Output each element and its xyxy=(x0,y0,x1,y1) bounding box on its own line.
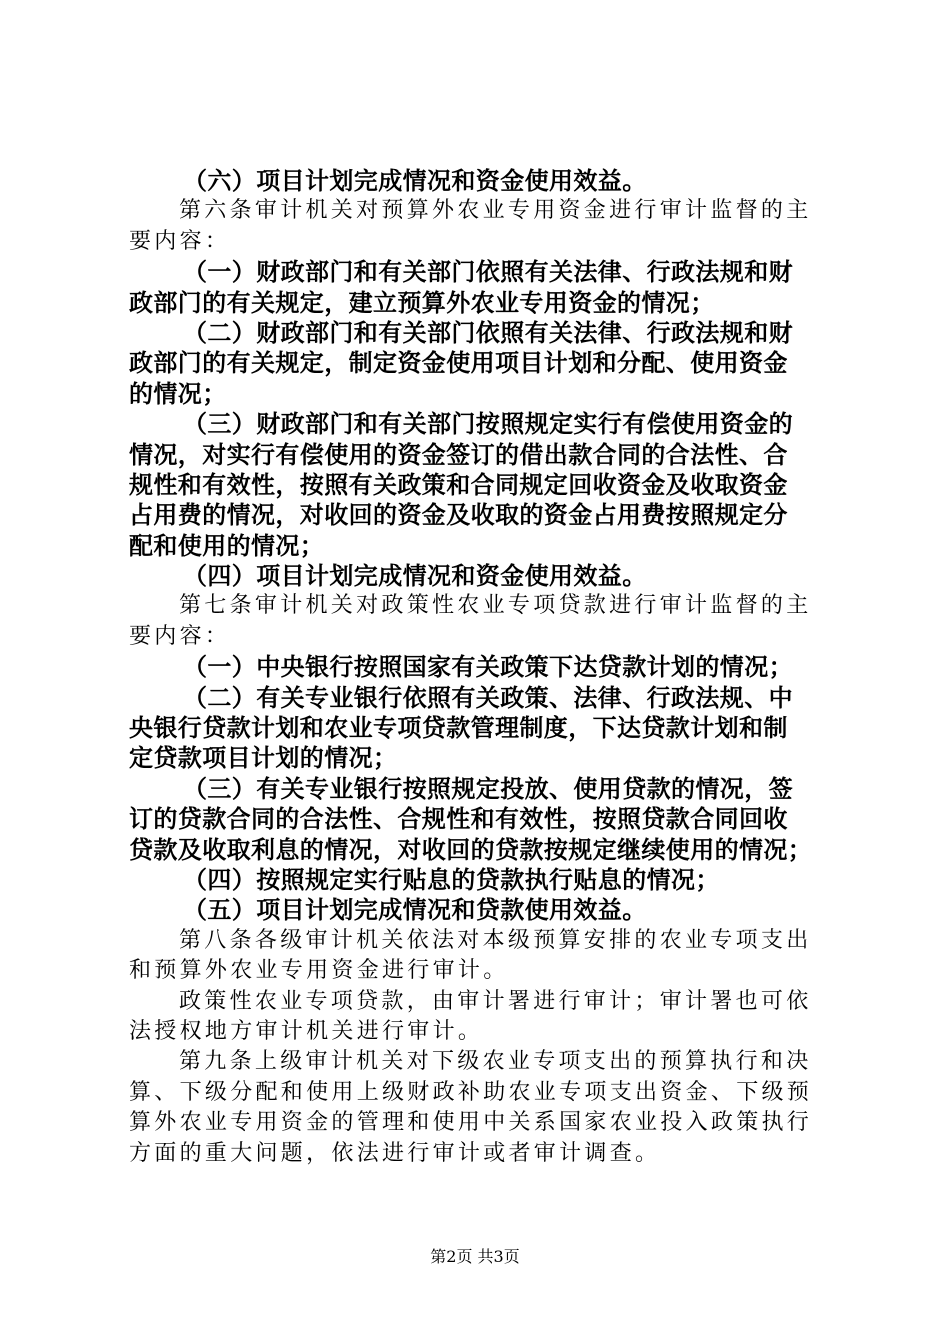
text-line: 和预算外农业专用资金进行审计。 xyxy=(129,958,509,984)
text-line: 要内容： xyxy=(129,623,231,649)
text-line: （二）财政部门和有关部门依照有关法律、行政法规和财 xyxy=(183,318,793,347)
text-line: 贷款及收取利息的情况，对收回的贷款按规定继续使用的情况； xyxy=(129,835,813,864)
document-body xyxy=(129,166,829,1169)
text-line: （二）有关专业银行依照有关政策、法律、行政法规、中 xyxy=(183,683,793,712)
text-line: 算、下级分配和使用上级财政补助农业专项支出资金、下级预 xyxy=(129,1079,813,1105)
text-line: 方面的重大问题，依法进行审计或者审计调查。 xyxy=(129,1140,661,1166)
text-line: 配和使用的情况； xyxy=(129,531,325,560)
text-line: 政部门的有关规定，建立预算外农业专用资金的情况； xyxy=(129,288,715,317)
text-line: 第九条上级审计机关对下级农业专项支出的预算执行和决 xyxy=(179,1049,812,1075)
text-line: 第七条审计机关对政策性农业专项贷款进行审计监督的主 xyxy=(179,593,812,619)
text-line: 占用费的情况，对收回的资金及收取的资金占用费按照规定分 xyxy=(129,501,788,530)
text-line: 第六条审计机关对预算外农业专用资金进行审计监督的主 xyxy=(179,198,812,224)
text-line: 政策性农业专项贷款，由审计署进行审计；审计署也可依 xyxy=(179,988,812,1014)
text-line: 政部门的有关规定，制定资金使用项目计划和分配、使用资金 xyxy=(129,349,788,378)
text-line: 定贷款项目计划的情况； xyxy=(129,744,398,773)
text-line: 的情况； xyxy=(129,379,227,408)
text-line: （三）有关专业银行按照规定投放、使用贷款的情况，签 xyxy=(183,774,793,803)
text-line: （五）项目计划完成情况和贷款使用效益。 xyxy=(183,896,647,925)
text-line: 订的贷款合同的合法性、合规性和有效性，按照贷款合同回收 xyxy=(129,805,788,834)
text-line: （四）按照规定实行贴息的贷款执行贴息的情况； xyxy=(183,865,720,894)
text-line: （一）中央银行按照国家有关政策下达贷款计划的情况； xyxy=(183,653,793,682)
page-number-footer: 第2页 共3页 xyxy=(430,1247,520,1266)
text-line: 要内容： xyxy=(129,228,231,254)
text-line: 央银行贷款计划和农业专项贷款管理制度，下达贷款计划和制 xyxy=(129,714,788,743)
text-line: 法授权地方审计机关进行审计。 xyxy=(129,1018,484,1044)
text-line: 算外农业专用资金的管理和使用中关系国家农业投入政策执行 xyxy=(129,1110,813,1136)
text-line: 情况，对实行有偿使用的资金签订的借出款合同的合法性、合 xyxy=(129,440,788,469)
text-line: （一）财政部门和有关部门依照有关法律、行政法规和财 xyxy=(183,258,793,287)
text-line: （三）财政部门和有关部门按照规定实行有偿使用资金的 xyxy=(183,410,793,439)
text-line: 规性和有效性，按照有关政策和合同规定回收资金及收取资金 xyxy=(129,470,788,499)
text-line: 第八条各级审计机关依法对本级预算安排的农业专项支出 xyxy=(179,927,812,953)
text-line: （六）项目计划完成情况和资金使用效益。 xyxy=(183,167,647,195)
text-line: （四）项目计划完成情况和资金使用效益。 xyxy=(183,562,647,591)
